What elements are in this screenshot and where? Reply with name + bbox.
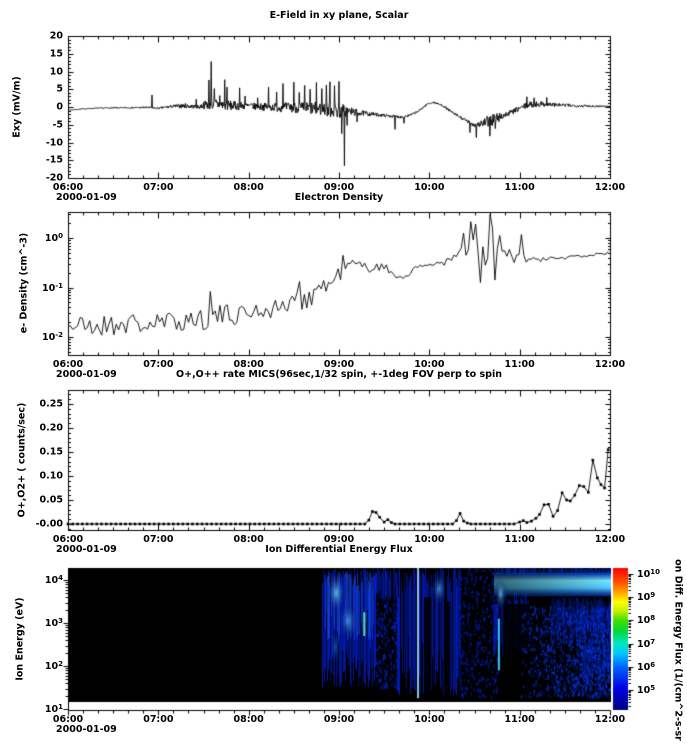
colorbar-tick-label: $10^8$ (637, 614, 656, 627)
y-tick-label: -10 (45, 137, 63, 148)
panel-ionflux-date: 2000-01-09 (56, 724, 117, 735)
panel-ionflux-ylabel: Ion Energy (eV) (14, 597, 26, 681)
x-tick-label: 06:00 (52, 359, 84, 370)
y-tick-label: $10^0$ (44, 232, 63, 244)
colorbar-tick-label: $10^7$ (637, 637, 656, 650)
y-tick-label: $10^{-2}$ (41, 331, 63, 343)
x-tick-label: 10:00 (414, 182, 445, 193)
y-tick-label: -0.00 (35, 518, 63, 530)
x-tick-label: 09:00 (323, 359, 355, 370)
x-tick-label: 10:00 (414, 534, 445, 545)
x-tick-label: 08:00 (233, 359, 264, 370)
panel-ionflux-title: Ion Differential Energy Flux (265, 544, 413, 555)
y-tick-label: 0.10 (39, 470, 63, 482)
y-tick-label: $10^4$ (44, 574, 63, 587)
panel-density-title: Electron Density (294, 192, 384, 203)
x-tick-label: 09:00 (323, 182, 355, 193)
panel-oxygen-date: 2000-01-09 (56, 544, 117, 555)
y-tick-label: -5 (52, 119, 63, 131)
x-tick-label: 07:00 (143, 359, 174, 370)
colorbar-tick-label: $10^9$ (637, 591, 656, 604)
x-tick-label: 08:00 (233, 714, 264, 725)
y-tick-label: $10^3$ (44, 617, 63, 630)
x-tick-label: 11:00 (504, 359, 535, 370)
y-tick-label: 0.15 (39, 446, 63, 458)
colorbar-tick-label: $10^6$ (637, 660, 656, 673)
x-tick-label: 06:00 (52, 714, 84, 725)
x-tick-label: 11:00 (504, 534, 535, 545)
x-tick-label: 06:00 (52, 182, 84, 193)
y-tick-label: 10 (49, 66, 63, 77)
panel-efield-title: E-Field in xy plane, Scalar (269, 10, 409, 21)
x-tick-label: 12:00 (594, 534, 626, 545)
colorbar-label: on Diff. Energy Flux (1/(cm^2-s-sr (672, 559, 684, 741)
colorbar-tick-label: $10^{10}$ (637, 568, 660, 581)
x-tick-label: 08:00 (233, 534, 264, 545)
x-tick-label: 07:00 (143, 534, 174, 545)
y-tick-label: $10^2$ (44, 660, 63, 673)
x-tick-label: 12:00 (594, 714, 626, 725)
y-tick-label: 15 (49, 48, 63, 60)
panel-efield-ylabel: Exy (mV/m) (11, 76, 23, 138)
x-tick-label: 09:00 (323, 714, 355, 725)
panel-density-date: 2000-01-09 (56, 369, 117, 380)
x-tick-label: 11:00 (504, 182, 535, 193)
x-tick-label: 12:00 (594, 182, 626, 193)
x-tick-label: 06:00 (52, 534, 84, 545)
panel-oxygen-ylabel: O+,O2+ ( counts/sec) (16, 402, 28, 518)
panel-density-ylabel: e- Density (cm^-3) (18, 232, 30, 334)
x-tick-label: 10:00 (414, 714, 445, 725)
y-tick-label: 20 (49, 30, 63, 42)
y-tick-label: 0.05 (39, 494, 63, 506)
y-tick-label: $10^1$ (44, 703, 63, 716)
x-tick-label: 12:00 (594, 359, 626, 370)
x-tick-label: 08:00 (233, 182, 264, 193)
colorbar-tick-label: $10^5$ (637, 684, 656, 697)
y-tick-label: 0.25 (39, 398, 63, 410)
x-tick-label: 07:00 (143, 714, 174, 725)
y-tick-label: $10^{-1}$ (41, 281, 63, 294)
y-tick-label: 0.20 (39, 422, 63, 434)
x-tick-label: 09:00 (323, 534, 355, 545)
y-tick-label: 0 (56, 101, 63, 113)
y-tick-label: 5 (56, 83, 63, 95)
x-tick-label: 07:00 (143, 182, 174, 193)
panel-oxygen-title: O+,O++ rate MICS(96sec,1/32 spin, +-1deg FOV perp to spin (176, 369, 502, 380)
y-tick-label: -20 (45, 172, 63, 184)
panel-efield-date: 2000-01-09 (56, 192, 117, 203)
y-tick-label: -15 (45, 154, 63, 166)
x-tick-label: 11:00 (504, 714, 535, 725)
x-tick-label: 10:00 (414, 359, 445, 370)
